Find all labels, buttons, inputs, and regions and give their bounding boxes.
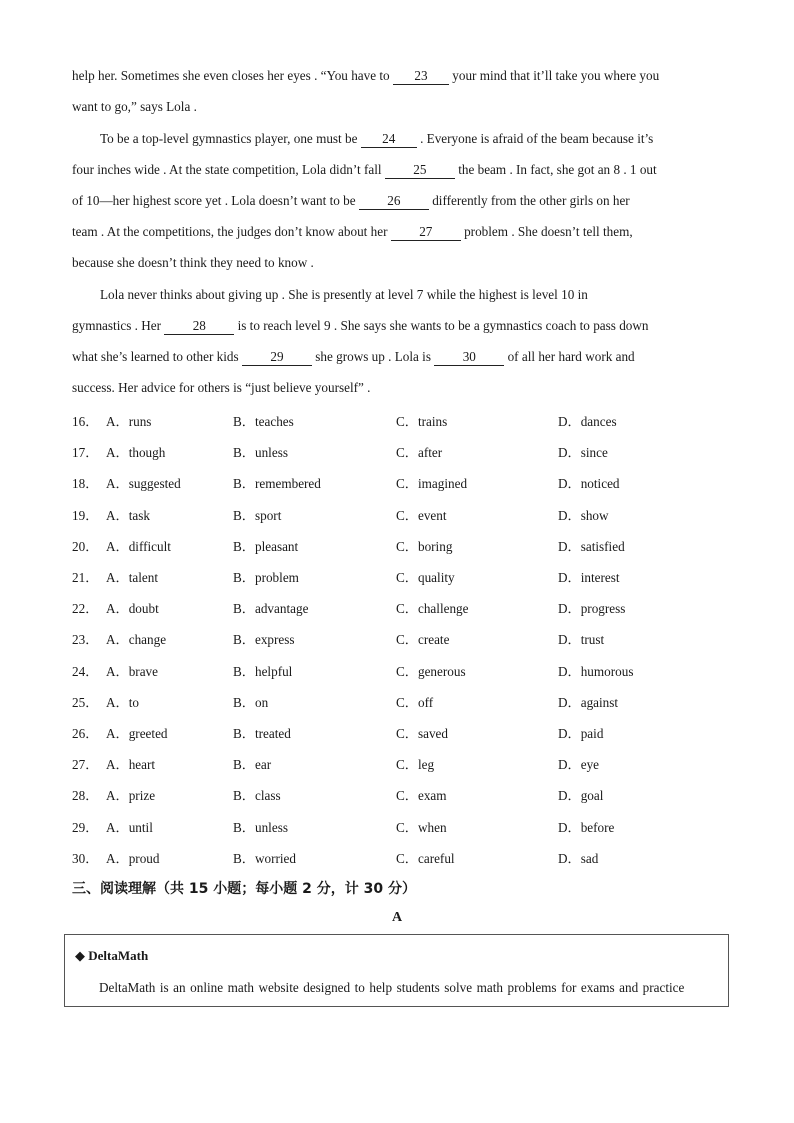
option-d[interactable]: D．show xyxy=(558,507,609,523)
option-b[interactable]: B．unless xyxy=(233,819,288,835)
option-c[interactable]: C．create xyxy=(396,632,450,648)
question-row xyxy=(72,567,732,587)
option-c[interactable]: C．challenge xyxy=(396,601,469,617)
option-b[interactable]: B．pleasant xyxy=(233,538,299,554)
option-d[interactable]: D．goal xyxy=(558,788,604,804)
option-b[interactable]: B．sport xyxy=(233,507,282,523)
option-a[interactable]: A．prize xyxy=(106,788,156,804)
question-row xyxy=(72,411,732,431)
question-row xyxy=(72,629,732,649)
option-b[interactable]: B．class xyxy=(233,788,281,804)
option-d[interactable]: D．before xyxy=(558,819,615,835)
question-number: 30． xyxy=(72,850,99,866)
blank-27[interactable]: 27 xyxy=(391,225,461,241)
question-row xyxy=(72,785,732,805)
option-b[interactable]: B．helpful xyxy=(233,663,293,679)
option-b[interactable]: B．teaches xyxy=(233,414,294,429)
section-title: 三、阅读理解（共 15 小题；每小题 2 分，计 30 分） xyxy=(72,881,416,897)
question-number: 17． xyxy=(72,445,99,461)
passage-line-8: Lola never thinks about giving up . She is presently at level 7 while the highest is level 10 in xyxy=(100,287,588,302)
passage-line-1: help her. Sometimes she even closes her eyes . “You have to 23 your mind that it’ll take you where you xyxy=(72,68,660,83)
passage-line-11: success. Her advice for others is “just believe yourself” . xyxy=(72,380,371,395)
question-row xyxy=(72,473,732,493)
option-d[interactable]: D．paid xyxy=(558,726,604,741)
option-d[interactable]: D．against xyxy=(558,694,619,710)
option-c[interactable]: C．when xyxy=(396,819,447,835)
passage-line-10: what she’s learned to other kids 29 she grows up . Lola is 30 of all her hard work and xyxy=(72,349,635,364)
box-title: ◆ DeltaMath xyxy=(75,948,149,963)
question-row xyxy=(72,442,732,462)
option-a[interactable]: A．though xyxy=(106,445,166,461)
option-a[interactable]: A．difficult xyxy=(106,538,171,554)
blank-24[interactable]: 24 xyxy=(361,132,417,148)
option-b[interactable]: B．on xyxy=(233,694,269,710)
question-number: 18． xyxy=(72,476,99,492)
option-c[interactable]: C．generous xyxy=(396,663,466,679)
blank-29[interactable]: 29 xyxy=(242,350,312,366)
question-row xyxy=(72,598,732,618)
passage-line-4: four inches wide . At the state competition, Lola didn’t fall 25 the beam . In fact, she got an 8 . 1 out xyxy=(72,162,657,177)
blank-26[interactable]: 26 xyxy=(359,194,429,210)
option-c[interactable]: C．trains xyxy=(396,414,448,429)
option-c[interactable]: C．exam xyxy=(396,788,447,804)
option-c[interactable]: C．off xyxy=(396,694,434,710)
option-b[interactable]: B．ear xyxy=(233,757,272,773)
passage-line-3: To be a top-level gymnastics player, one must be 24 . Everyone is afraid of the beam because it’s xyxy=(100,131,654,146)
option-d[interactable]: D．noticed xyxy=(558,476,620,492)
option-c[interactable]: C．boring xyxy=(396,538,453,554)
question-number: 20． xyxy=(72,538,99,554)
question-row xyxy=(72,723,732,743)
question-number: 21． xyxy=(72,570,99,585)
question-row xyxy=(72,505,732,525)
option-a[interactable]: A．greeted xyxy=(106,726,168,741)
question-row xyxy=(72,536,732,556)
option-d[interactable]: D．since xyxy=(558,445,608,461)
passage-line-6: team . At the competitions, the judges don’t know about her 27 problem . She doesn’t tell them, xyxy=(72,224,633,239)
reading-box xyxy=(64,934,729,1007)
option-a[interactable]: A．suggested xyxy=(106,476,181,492)
option-a[interactable]: A．doubt xyxy=(106,601,159,617)
question-row xyxy=(72,754,732,774)
option-b[interactable]: B．express xyxy=(233,632,295,648)
option-a[interactable]: A．talent xyxy=(106,570,159,585)
question-number: 22． xyxy=(72,601,99,617)
question-row xyxy=(72,661,732,681)
option-a[interactable]: A．brave xyxy=(106,663,158,679)
option-c[interactable]: C．careful xyxy=(396,850,455,866)
option-b[interactable]: B．remembered xyxy=(233,476,321,492)
option-b[interactable]: B．advantage xyxy=(233,601,309,617)
question-row xyxy=(72,817,732,837)
option-c[interactable]: C．quality xyxy=(396,570,455,585)
option-c[interactable]: C．saved xyxy=(396,726,449,741)
question-row xyxy=(72,848,732,868)
option-c[interactable]: C．imagined xyxy=(396,476,468,492)
question-row xyxy=(72,692,732,712)
question-number: 27． xyxy=(72,757,99,773)
blank-23[interactable]: 23 xyxy=(393,69,449,85)
option-d[interactable]: D．trust xyxy=(558,632,605,648)
question-number: 26． xyxy=(72,726,99,741)
option-d[interactable]: D．progress xyxy=(558,601,626,617)
option-b[interactable]: B．worried xyxy=(233,850,296,866)
question-number: 28． xyxy=(72,788,99,804)
question-number: 16． xyxy=(72,414,99,429)
option-d[interactable]: D．satisfied xyxy=(558,538,625,554)
question-number: 29． xyxy=(72,819,99,835)
part-label: A xyxy=(391,910,403,925)
option-a[interactable]: A．heart xyxy=(106,757,156,773)
option-d[interactable]: D．eye xyxy=(558,757,600,773)
option-b[interactable]: B．problem xyxy=(233,570,299,585)
question-number: 25． xyxy=(72,694,99,710)
box-text: DeltaMath is an online math website designed to help students solve math problems for exams and practice xyxy=(99,980,685,995)
option-a[interactable]: A．to xyxy=(106,694,139,710)
question-number: 19． xyxy=(72,507,99,523)
option-a[interactable]: A．proud xyxy=(106,850,160,866)
blank-28[interactable]: 28 xyxy=(164,319,234,335)
blank-30[interactable]: 30 xyxy=(434,350,504,366)
option-a[interactable]: A．until xyxy=(106,819,153,835)
passage-line-5: of 10—her highest score yet . Lola doesn’t want to be 26 differently from the other girls on her xyxy=(72,193,630,208)
passage-line-7: because she doesn’t think they need to know . xyxy=(72,255,314,270)
question-number: 23． xyxy=(72,632,99,648)
passage-line-9: gymnastics . Her 28 is to reach level 9 . She says she wants to be a gymnastics coach to pass down xyxy=(72,318,649,333)
option-c[interactable]: C．event xyxy=(396,507,447,523)
option-d[interactable]: D．sad xyxy=(558,850,599,866)
option-d[interactable]: D．humorous xyxy=(558,663,634,679)
option-d[interactable]: D．interest xyxy=(558,570,620,585)
option-a[interactable]: A．runs xyxy=(106,414,152,429)
option-c[interactable]: C．leg xyxy=(396,757,435,773)
option-d[interactable]: D．dances xyxy=(558,414,617,429)
option-c[interactable]: C．after xyxy=(396,445,443,461)
option-a[interactable]: A．change xyxy=(106,632,167,648)
passage-line-2: want to go,” says Lola . xyxy=(72,99,197,114)
question-number: 24． xyxy=(72,663,99,679)
blank-25[interactable]: 25 xyxy=(385,163,455,179)
option-b[interactable]: B．unless xyxy=(233,445,288,461)
option-a[interactable]: A．task xyxy=(106,507,150,523)
option-b[interactable]: B．treated xyxy=(233,726,291,741)
